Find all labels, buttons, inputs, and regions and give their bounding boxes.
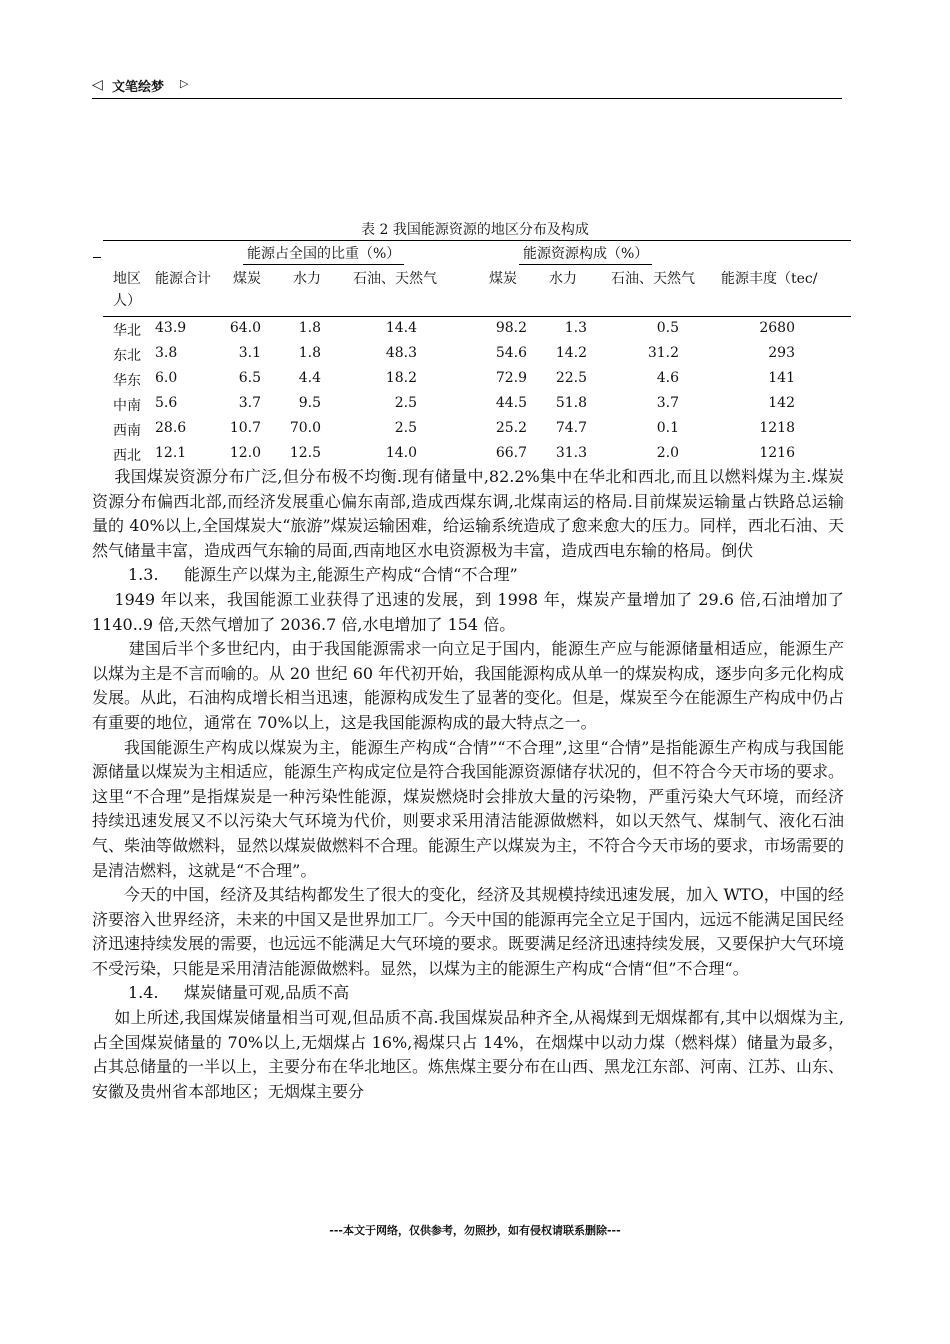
value-cell: 3.7 bbox=[656, 395, 679, 411]
value-cell: 14.4 bbox=[385, 320, 417, 336]
column-header: 石油、天然气 bbox=[353, 271, 437, 287]
column-header-row bbox=[113, 268, 853, 312]
section-title: 能源生产以煤为主,能源生产构成“合情“不合理” bbox=[184, 565, 518, 585]
table-margin-dash bbox=[93, 257, 101, 258]
table-row bbox=[113, 395, 853, 420]
value-cell: 0.1 bbox=[656, 420, 679, 436]
value-cell: 2.5 bbox=[394, 395, 417, 411]
value-cell: 74.7 bbox=[555, 420, 587, 436]
value-cell: 18.2 bbox=[385, 370, 417, 386]
value-cell: 70.0 bbox=[289, 420, 321, 436]
section-title: 煤炭储量可观,品质不高 bbox=[184, 983, 350, 1003]
value-cell: 293 bbox=[768, 345, 795, 361]
column-header: 能源合计 bbox=[155, 271, 211, 287]
right-triangle-icon: ▷ bbox=[180, 77, 189, 90]
page-header bbox=[92, 74, 842, 99]
left-triangle-icon: ◁ bbox=[92, 77, 103, 93]
group-header-share: 能源占全国的比重（%） bbox=[243, 243, 404, 265]
value-cell: 3.1 bbox=[238, 345, 261, 361]
value-cell: 1.8 bbox=[298, 345, 321, 361]
value-cell: 1216 bbox=[759, 445, 795, 461]
value-cell: 48.3 bbox=[385, 345, 417, 361]
value-cell: 66.7 bbox=[495, 445, 527, 461]
paragraph: 我国煤炭资源分布广泛,但分布极不均衡.现有储量中,82.2%集中在华北和西北,而且以燃料煤为主.煤炭资源分布偏西北部,而经济发展重心偏东南部,造成西煤东调,北煤南运的格局.目前煤炭运输量占铁路总运输量的 40%以上,全国煤炭大“旅游”煤炭运输困难，给运输系统造成了愈来愈大的压力。同样，西北石油、天然气储量丰富，造成西气东输的局面,西南地区水电资源极为丰富，造成西电东输的格局。倒伏 bbox=[92, 467, 844, 560]
value-cell: 2.5 bbox=[394, 420, 417, 436]
paragraph: 我国能源生产构成以煤炭为主，能源生产构成“合情”“不合理”,这里“合情”是指能源生产构成与我国能源储量以煤炭为主相适应，能源生产构成定位是符合我国能源资源储存状况的，但不符合今天市场的要求。这里“不合理”是指煤炭是一种污染性能源，煤炭燃烧时会排放大量的污染物，严重污染大气环境，而经济持续迅速发展又不以污染大气环境为代价，则要求采用清洁能源做燃料，如以天然气、煤制气、液化石油气、柴油等做燃料，显然以煤炭做燃料不合理。能源生产以煤炭为主，不符合今天市场的要求，市场需要的是清洁燃料，这就是“不合理”。 bbox=[92, 737, 845, 880]
value-cell: 141 bbox=[768, 370, 795, 386]
value-cell: 12.5 bbox=[289, 445, 321, 461]
column-header: 煤炭 bbox=[233, 271, 261, 287]
column-header-unit: 人） bbox=[113, 293, 141, 309]
value-cell: 22.5 bbox=[555, 370, 587, 386]
table-row bbox=[113, 320, 853, 345]
column-header: 水力 bbox=[293, 271, 321, 287]
value-cell: 43.9 bbox=[155, 320, 187, 336]
footer-disclaimer: ---本文于网络，仅供参考，勿照抄，如有侵权请联系删除--- bbox=[329, 1224, 621, 1237]
region-cell: 西南 bbox=[113, 423, 141, 439]
section-number: 1.3. bbox=[128, 565, 159, 585]
value-cell: 28.6 bbox=[155, 420, 187, 436]
value-cell: 51.8 bbox=[555, 395, 587, 411]
value-cell: 2.0 bbox=[656, 445, 679, 461]
table-caption: 表 2 我国能源资源的地区分布及构成 bbox=[361, 222, 589, 238]
column-header: 煤炭 bbox=[489, 271, 517, 287]
section-number: 1.4. bbox=[128, 983, 159, 1003]
header-title: 文笔绘梦 bbox=[112, 80, 165, 95]
value-cell: 9.5 bbox=[298, 395, 321, 411]
value-cell: 4.6 bbox=[656, 370, 679, 386]
group-header-composition: 能源资源构成（%） bbox=[519, 243, 652, 265]
value-cell: 1.3 bbox=[564, 320, 587, 336]
region-cell: 西北 bbox=[113, 448, 141, 464]
value-cell: 6.0 bbox=[155, 370, 178, 386]
body-text bbox=[92, 465, 844, 1104]
value-cell: 72.9 bbox=[495, 370, 527, 386]
value-cell: 14.2 bbox=[555, 345, 587, 361]
value-cell: 12.0 bbox=[229, 445, 261, 461]
value-cell: 3.8 bbox=[155, 345, 178, 361]
paragraph: 今天的中国，经济及其结构都发生了很大的变化，经济及其规模持续迅速发展，加入 WTO，中国的经济要溶入世界经济，未来的中国又是世界加工厂。今天中国的能源再完全立足于国内，远远不能满足国民经济迅速持续发展的需要，也远远不能满足大气环境的要求。既要满足经济迅速持续发展，又要保护大气环境不受污染，只能是采用清洁能源做燃料。显然，以煤为主的能源生产构成“合情“但”不合理“。 bbox=[92, 885, 845, 978]
table-top-rule bbox=[103, 240, 851, 241]
value-cell: 1218 bbox=[759, 420, 795, 436]
value-cell: 31.2 bbox=[647, 345, 679, 361]
column-header: 水力 bbox=[549, 271, 577, 287]
value-cell: 25.2 bbox=[495, 420, 527, 436]
section-heading-1-4 bbox=[92, 981, 844, 1006]
value-cell: 64.0 bbox=[229, 320, 261, 336]
value-cell: 31.3 bbox=[555, 445, 587, 461]
value-cell: 14.0 bbox=[385, 445, 417, 461]
paragraph: 如上所述,我国煤炭储量相当可观,但品质不高.我国煤炭品种齐全,从褐煤到无烟煤都有,其中以烟煤为主,占全国煤炭储量的 70%以上,无烟煤占 16%,褐煤只占 14%，在烟煤中以动力煤（燃料煤）储量为最多，占其总储量的一半以上，主要分布在华北地区。炼焦煤主要分布在山西、黑龙江东部、河南、江苏、山东、安徽及贵州省本部地区；无烟煤主要分 bbox=[92, 1008, 845, 1101]
region-cell: 中南 bbox=[113, 398, 141, 414]
value-cell: 1.8 bbox=[298, 320, 321, 336]
table-header-rule bbox=[103, 316, 851, 317]
table-row bbox=[113, 345, 853, 370]
column-header: 地区 bbox=[113, 271, 141, 287]
region-cell: 华北 bbox=[113, 323, 141, 339]
value-cell: 142 bbox=[768, 395, 795, 411]
value-cell: 54.6 bbox=[495, 345, 527, 361]
region-cell: 华东 bbox=[113, 373, 141, 389]
value-cell: 3.7 bbox=[238, 395, 261, 411]
column-header: 石油、天然气 bbox=[611, 271, 695, 287]
value-cell: 12.1 bbox=[155, 445, 187, 461]
value-cell: 4.4 bbox=[298, 370, 321, 386]
value-cell: 10.7 bbox=[229, 420, 261, 436]
value-cell: 0.5 bbox=[656, 320, 679, 336]
paragraph: 1949 年以来，我国能源工业获得了迅速的发展，到 1998 年，煤炭产量增加了 29.6 倍,石油增加了 1140..9 倍,天然气增加了 2036.7 倍,水电增加了 154 倍。 bbox=[92, 589, 844, 634]
column-header: 能源丰度（tec/ bbox=[721, 271, 818, 287]
value-cell: 2680 bbox=[759, 320, 795, 336]
value-cell: 5.6 bbox=[155, 395, 178, 411]
value-cell: 6.5 bbox=[238, 370, 261, 386]
region-cell: 东北 bbox=[113, 348, 141, 364]
table-row bbox=[113, 420, 853, 445]
paragraph: 建国后半个多世纪内，由于我国能源需求一向立足于国内，能源生产应与能源储量相适应，能源生产以煤为主是不言而喻的。从 20 世纪 60 年代初开始，我国能源构成从单一的煤炭构成，逐步向多元化构成发展。从此，石油构成增长相当迅速，能源构成发生了显著的变化。但是，煤炭至今在能源生产构成中仍占有重要的地位，通常在 70%以上，这是我国能源构成的最大特点之一。 bbox=[92, 639, 845, 732]
value-cell: 98.2 bbox=[495, 320, 527, 336]
value-cell: 44.5 bbox=[495, 395, 527, 411]
section-heading-1-3 bbox=[92, 563, 844, 588]
table-row bbox=[113, 370, 853, 395]
